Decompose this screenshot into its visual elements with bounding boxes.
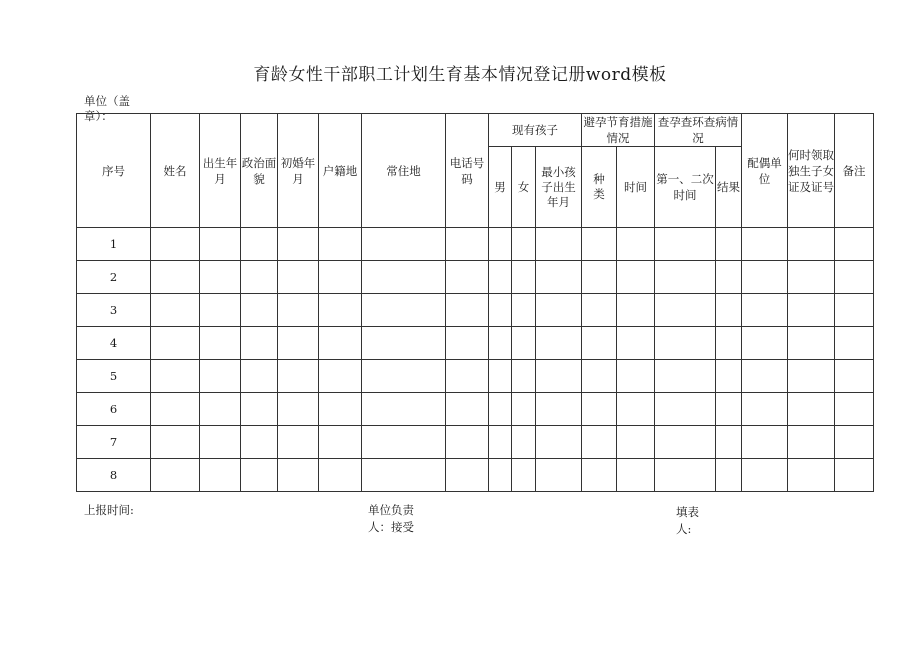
empty-cell [536,228,582,261]
empty-cell [241,393,278,426]
empty-cell [512,228,536,261]
empty-cell [362,228,446,261]
row-seq: 6 [77,393,151,426]
empty-cell [151,459,200,492]
empty-cell [362,261,446,294]
empty-cell [241,294,278,327]
empty-cell [617,459,655,492]
empty-cell [835,360,874,393]
empty-cell [200,228,241,261]
empty-cell [617,228,655,261]
empty-cell [617,360,655,393]
empty-cell [241,261,278,294]
empty-cell [362,327,446,360]
header-contraception-group: 避孕节育措施情况 [583,115,653,145]
empty-cell [617,327,655,360]
header-male: 男 [489,147,512,228]
row-seq: 2 [77,261,151,294]
empty-cell [512,426,536,459]
table-row [77,459,874,492]
empty-cell [278,294,319,327]
empty-cell [278,228,319,261]
empty-cell [512,261,536,294]
empty-cell [446,426,489,459]
empty-cell [489,393,512,426]
empty-cell [489,426,512,459]
empty-cell [241,327,278,360]
header-female: 女 [512,147,536,228]
header-checkup-group: 查孕查环查病情况 [655,114,742,147]
row-seq: 8 [77,459,151,492]
header-spouse-unit: 配偶单位 [742,114,788,228]
empty-cell [319,294,362,327]
header-children-group: 现有孩子 [489,114,582,147]
empty-cell [319,360,362,393]
empty-cell [151,360,200,393]
empty-cell [151,261,200,294]
empty-cell [582,360,617,393]
empty-cell [512,360,536,393]
empty-cell [200,261,241,294]
header-checkup-time: 第一、二次时间 [655,147,716,228]
empty-cell [655,459,716,492]
empty-cell [655,360,716,393]
empty-cell [742,327,788,360]
empty-cell [200,426,241,459]
empty-cell [536,360,582,393]
empty-cell [536,426,582,459]
empty-cell [835,426,874,459]
empty-cell [742,360,788,393]
empty-cell [582,426,617,459]
table-row [77,360,874,393]
empty-cell [278,393,319,426]
row-seq: 7 [77,426,151,459]
row-seq: 5 [77,360,151,393]
empty-cell [319,261,362,294]
empty-cell [151,327,200,360]
empty-cell [788,228,835,261]
empty-cell [617,294,655,327]
empty-cell [278,459,319,492]
empty-cell [835,294,874,327]
empty-cell [536,294,582,327]
empty-cell [319,393,362,426]
header-birth: 出生年月 [200,114,241,228]
empty-cell [446,393,489,426]
empty-cell [536,327,582,360]
empty-cell [582,393,617,426]
footer-report-time: 上报时间: [84,503,134,517]
empty-cell [788,327,835,360]
empty-cell [716,426,742,459]
empty-cell [788,261,835,294]
empty-cell [655,426,716,459]
header-remarks: 备注 [835,114,874,228]
empty-cell [536,459,582,492]
empty-cell [319,459,362,492]
empty-cell [788,294,835,327]
row-seq: 1 [77,228,151,261]
empty-cell [716,261,742,294]
empty-cell [835,228,874,261]
header-seq: 序号 [77,114,151,228]
empty-cell [716,360,742,393]
unit-stamp-label: 单位（盖章）： [84,94,130,123]
empty-cell [446,261,489,294]
empty-cell [489,261,512,294]
empty-cell [151,228,200,261]
empty-cell [716,459,742,492]
empty-cell [200,393,241,426]
empty-cell [512,294,536,327]
footer-filler: 填表人: [676,505,699,536]
empty-cell [716,228,742,261]
empty-cell [200,294,241,327]
header-political: 政治面貌 [241,114,278,228]
empty-cell [241,459,278,492]
empty-cell [489,459,512,492]
empty-cell [582,261,617,294]
empty-cell [582,294,617,327]
empty-cell [241,360,278,393]
empty-cell [617,261,655,294]
table-row [77,327,874,360]
header-youngest-child: 最小孩子出生年月 [536,147,582,228]
empty-cell [200,327,241,360]
empty-cell [319,426,362,459]
empty-cell [835,261,874,294]
empty-cell [200,360,241,393]
empty-cell [200,459,241,492]
empty-cell [151,294,200,327]
table-row [77,228,874,261]
header-hukou: 户籍地 [319,114,362,228]
empty-cell [835,393,874,426]
empty-cell [742,261,788,294]
empty-cell [716,294,742,327]
empty-cell [446,228,489,261]
empty-cell [362,360,446,393]
empty-cell [655,327,716,360]
header-name: 姓名 [151,114,200,228]
page-title: 育龄女性干部职工计划生育基本情况登记册word模板 [253,65,667,85]
empty-cell [617,393,655,426]
empty-cell [446,360,489,393]
row-seq: 4 [77,327,151,360]
empty-cell [742,228,788,261]
empty-cell [489,228,512,261]
empty-cell [362,426,446,459]
empty-cell [512,459,536,492]
header-only-child-cert: 何时领取独生子女证及证号 [788,114,835,228]
empty-cell [742,426,788,459]
empty-cell [489,294,512,327]
row-seq: 3 [77,294,151,327]
empty-cell [742,294,788,327]
empty-cell [788,426,835,459]
empty-cell [151,426,200,459]
empty-cell [536,393,582,426]
empty-cell [742,459,788,492]
empty-cell [319,228,362,261]
header-residence: 常住地 [362,114,446,228]
empty-cell [151,393,200,426]
empty-cell [536,261,582,294]
empty-cell [655,393,716,426]
empty-cell [489,360,512,393]
empty-cell [278,261,319,294]
empty-cell [362,459,446,492]
empty-cell [655,294,716,327]
table-row [77,426,874,459]
empty-cell [742,393,788,426]
empty-cell [582,459,617,492]
empty-cell [655,228,716,261]
header-phone: 电话号码 [446,114,489,228]
empty-cell [446,459,489,492]
header-marriage: 初婚年月 [278,114,319,228]
empty-cell [362,393,446,426]
empty-cell [241,426,278,459]
empty-cell [788,459,835,492]
registration-table [76,113,874,492]
table-row [77,261,874,294]
empty-cell [788,393,835,426]
empty-cell [512,393,536,426]
empty-cell [716,393,742,426]
empty-cell [655,261,716,294]
empty-cell [835,327,874,360]
empty-cell [319,327,362,360]
table-row [77,294,874,327]
empty-cell [582,327,617,360]
empty-cell [582,228,617,261]
empty-cell [278,360,319,393]
table-row [77,393,874,426]
empty-cell [278,327,319,360]
empty-cell [617,426,655,459]
empty-cell [788,360,835,393]
empty-cell [446,327,489,360]
empty-cell [835,459,874,492]
empty-cell [489,327,512,360]
empty-cell [446,294,489,327]
header-time: 时间 [617,147,655,228]
empty-cell [241,228,278,261]
empty-cell [716,327,742,360]
empty-cell [362,294,446,327]
empty-cell [512,327,536,360]
empty-cell [278,426,319,459]
header-result: 结果 [716,147,742,228]
footer-unit-leader: 单位负责人：接受 [368,503,414,534]
header-kind: 种类 [582,147,617,228]
